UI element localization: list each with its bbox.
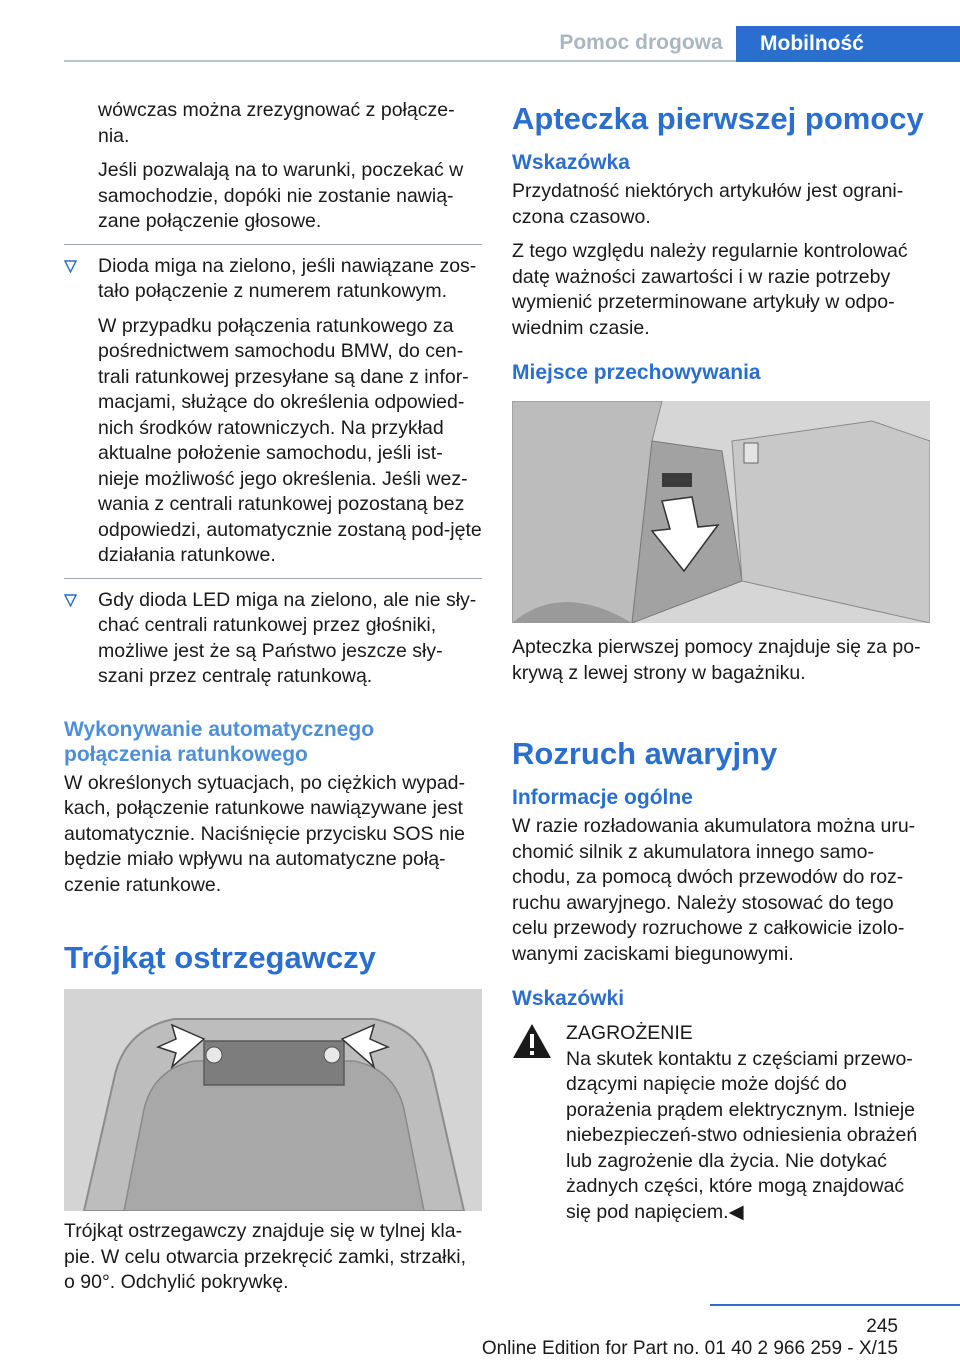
- tab-mobilnosc[interactable]: Mobilność: [736, 26, 960, 62]
- first-aid-storage-figure: [512, 401, 930, 623]
- warning-triangle-figure: [64, 989, 482, 1211]
- section-heading: Informacje ogólne: [512, 786, 693, 809]
- triangle-bullet-icon: [64, 260, 77, 273]
- section-heading: Wskazówki: [512, 987, 625, 1010]
- divider: [64, 244, 482, 245]
- paragraph: W określonych sytuacjach, po ciężkich wypad‐kach, połączenie ratunkowe nawiązywane jest automatycznie. Naciśnięcie przycisku SOS nie będzie miało wpływu na automatyczne połą‐czenie ratunkowe.: [64, 771, 465, 896]
- paragraph: Trójkąt ostrzegawczy znajduje się w tylnej kla‐pie. W celu otwarcia przekręcić zamki, strzałki, o 90°. Odchylić pokrywkę.: [64, 1220, 467, 1293]
- divider: [64, 578, 482, 579]
- list-item-text: W przypadku połączenia ratunkowego za pośrednictwem samochodu BMW, do cen‐trali ratunkowej przesyłane są dane z infor‐macjami, służące do określenia odpowied‐nich środków ratowniczych. Na przykład aktualne położenie samochodu, jeśli ist‐nieje możliwość jego określenia. Jeśli wez‐wania z centrali ratunkowej pozostaną bez odpowiedzi, automatycznie zostaną pod‐jęte działania ratunkowe.: [98, 314, 482, 566]
- list-item-text: Dioda miga na zielono, jeśli nawiązane zos‐tało połączenie z numerem ratunkowym.: [98, 254, 477, 302]
- footer-rule: [710, 1304, 960, 1306]
- paragraph: Z tego względu należy regularnie kontrolować datę ważności zawartości i w razie potrzeby wymienić przeterminowane artykuły w odpo‐wiednim czasie.: [512, 240, 908, 339]
- trunk-lid-illustration: [64, 989, 482, 1211]
- chapter-heading: Apteczka pierwszej pomocy: [512, 101, 924, 136]
- section-heading: Wykonywanie automatycznego połączenia ratunkowego: [64, 717, 375, 766]
- right-column: [512, 100, 930, 1234]
- list-item: [64, 254, 482, 569]
- section-heading: Miejsce przechowywania: [512, 361, 761, 384]
- left-column: [64, 98, 482, 1305]
- paragraph: Apteczka pierwszej pomocy znajduje się za po‐krywą z lewej strony w bagażniku.: [512, 636, 921, 684]
- paragraph: W razie rozładowania akumulatora można uru‐chomić silnik z akumulatora innego samo‐chodu, za pomocą dwóch przewodów do roz‐ruchu awaryjnego. Należy stosować do tego celu przewody rozruchowe z całkowicie izolo‐wanymi zaciskami biegunowymi.: [512, 815, 916, 965]
- paragraph: wówczas można zrezygnować z połącze‐nia.: [98, 99, 455, 147]
- tab-pomoc-drogowa[interactable]: Pomoc drogowa: [559, 31, 723, 54]
- paragraph: Przydatność niektórych artykułów jest ograni‐czona czasowo.: [512, 180, 904, 228]
- danger-notice: [512, 1021, 930, 1047]
- warning-triangle-icon: [512, 1023, 552, 1059]
- section-heading: Wskazówka: [512, 151, 630, 174]
- page-number: 245: [866, 1316, 898, 1337]
- list-item-text: Gdy dioda LED miga na zielono, ale nie sły‐chać centrali ratunkowej przez głośniki, możliwe jest że są Państwo jeszcze sły‐szani przez centralę ratunkową.: [98, 588, 477, 687]
- trunk-compartment-illustration: [512, 401, 930, 623]
- paragraph: Jeśli pozwalają na to warunki, poczekać w samochodzie, dopóki nie zostanie nawią‐zane połączenie głosowe.: [98, 159, 464, 232]
- footer-edition: Online Edition for Part no. 01 40 2 966 259 - X/15: [481, 1338, 898, 1359]
- chapter-heading: Rozruch awaryjny: [512, 736, 778, 771]
- danger-title: ZAGROŻENIE: [566, 1022, 693, 1044]
- chapter-heading: Trójkąt ostrzegawczy: [64, 940, 376, 975]
- danger-text: Na skutek kontaktu z częściami przewo‐dzącymi napięcie może dojść do porażenia prądem elektrycznym. Istnieje niebezpieczeń‐stwo odniesienia obrażeń lub zagrożenie dla życia. Nie dotykać żadnych części, które mogą znajdować się pod napięciem.◀: [566, 1047, 918, 1223]
- triangle-bullet-icon: [64, 594, 77, 607]
- list-item: [64, 588, 482, 690]
